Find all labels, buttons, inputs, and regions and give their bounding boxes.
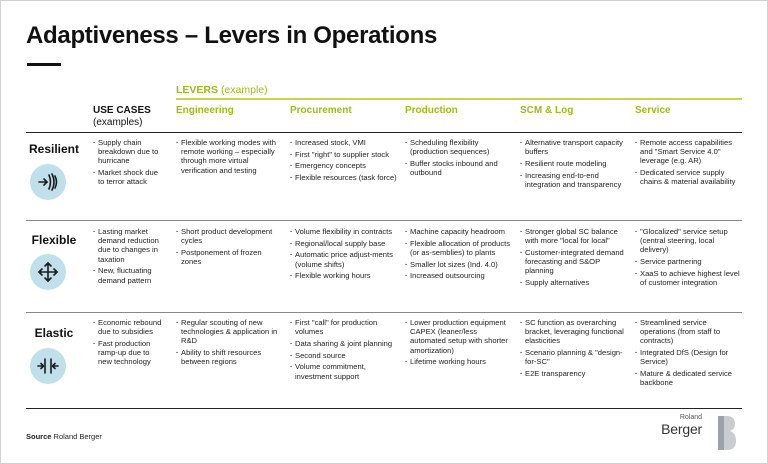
bullet-item: · Scenario planning & "design-for-SC" [520, 348, 627, 366]
bullet-list [405, 138, 512, 177]
bullet-item: · Lasting market demand reduction due to changes in taxation [93, 227, 165, 264]
bullet-item: · Flexible resources (task force) [290, 173, 397, 182]
cell-elastic-service [635, 318, 743, 390]
logo-text-main: Berger [661, 421, 702, 437]
compress-arrows-icon [30, 348, 66, 384]
bullet-item: · Second source [290, 351, 397, 360]
bullet-item: · Lifetime working hours [405, 357, 512, 366]
bullet-list [176, 318, 282, 367]
bullet-item: · Buffer stocks inbound and outbound [405, 159, 512, 177]
bullet-item: · Increased stock, VMI [290, 138, 397, 147]
levers-label-text: LEVERS [176, 84, 219, 96]
bullet-item: · Emergency concepts [290, 161, 397, 170]
bullet-item: · Volume commitment, investment support [290, 362, 397, 380]
roland-berger-logo [646, 414, 738, 454]
cell-elastic-production [405, 318, 512, 369]
bullet-list [635, 138, 743, 187]
bullet-list [176, 227, 282, 266]
bullet-list [405, 227, 512, 281]
bullet-list [290, 318, 397, 381]
bullet-item: · Market shock due to terror attack [93, 168, 165, 186]
inward-arrows-icon [30, 164, 66, 200]
source-note [26, 432, 102, 441]
cell-elastic-scm-log [520, 318, 627, 381]
cell-flexible-procurement [290, 227, 397, 283]
bullet-item: · Machine capacity headroom [405, 227, 512, 236]
source-text: Roland Berger [53, 432, 102, 441]
bullet-list [176, 138, 282, 175]
use-cases-resilient [93, 138, 165, 189]
row-label-resilient: Resilient [28, 142, 79, 156]
bullet-item: · Dedicated service supply chains & material availability [635, 168, 743, 186]
levers-label-example: (example) [220, 84, 268, 96]
bullet-list [93, 227, 165, 285]
use-cases-header-label: USE CASES [93, 105, 151, 116]
bullet-item: · Increased outsourcing [405, 271, 512, 280]
bullet-item: · Stronger global SC balance with more "local for local" [520, 227, 627, 245]
row-label-elastic: Elastic [34, 326, 74, 340]
use-cases-header [93, 105, 151, 129]
bullet-item: · Fast production ramp-up due to new technology [93, 339, 165, 367]
bullet-list [520, 138, 627, 189]
bullet-item: · Volume flexibility in contracts [290, 227, 397, 236]
bullet-item: · Regular scouting of new technologies & application in R&D [176, 318, 282, 346]
row-label-flexible: Flexible [31, 233, 77, 247]
column-header-scm-log: SCM & Log [520, 105, 574, 116]
bullet-item: · First "right" to supplier stock [290, 150, 397, 159]
column-header-procurement: Procurement [290, 105, 352, 116]
source-label: Source [26, 432, 52, 441]
cell-elastic-procurement [290, 318, 397, 383]
cell-flexible-scm-log [520, 227, 627, 290]
bullet-list [290, 138, 397, 182]
row-divider [26, 220, 742, 221]
bullet-item: · Flexible working hours [290, 271, 397, 280]
cell-flexible-engineering [176, 227, 282, 269]
bullet-item: · Regional/local supply base [290, 239, 397, 248]
bullet-item: · Alternative transport capacity buffers [520, 138, 627, 156]
table-top-rule [26, 132, 742, 133]
column-header-engineering: Engineering [176, 105, 234, 116]
cell-resilient-service [635, 138, 743, 189]
bullet-item: · Resilient route modeling [520, 159, 627, 168]
bullet-item: · Service partnering [635, 257, 743, 266]
bullet-item: · Ability to shift resources between regions [176, 348, 282, 366]
bullet-list [520, 227, 627, 287]
bullet-item: · "Glocalized" service setup (central steering, local delivery) [635, 227, 743, 255]
bullet-item: · Postponement of frozen zones [176, 248, 282, 266]
bullet-item: · Supply alternatives [520, 278, 627, 287]
levers-rule [176, 98, 742, 100]
bullet-list [635, 318, 743, 387]
use-cases-flexible [93, 227, 165, 287]
bullet-item: · New, fluctuating demand pattern [93, 266, 165, 284]
cell-resilient-scm-log [520, 138, 627, 192]
use-cases-elastic [93, 318, 165, 369]
logo-mark-icon [716, 414, 738, 452]
bullet-item: · Automatic price adjust-ments (volume shifts) [290, 250, 397, 268]
bullet-item: · Flexible working modes with remote working – especially through more virtual verification and testing [176, 138, 282, 175]
bullet-list [520, 318, 627, 378]
four-way-arrows-icon [30, 254, 66, 290]
bullet-list [93, 138, 165, 187]
bullet-item: · XaaS to achieve highest level of customer integration [635, 269, 743, 287]
bullet-item: · Lower production equipment CAPEX (leaner/less automated setup with shorter amortization) [405, 318, 512, 355]
bullet-item: · Customer-integrated demand forecasting and S&OP planning [520, 248, 627, 276]
bullet-item: · Mature & dedicated service backbone [635, 369, 743, 387]
bullet-item: · SC function as overarching bracket, leveraging functional elasticities [520, 318, 627, 346]
bullet-list [635, 227, 743, 287]
bullet-item: · Supply chain breakdown due to hurricane [93, 138, 165, 166]
bullet-item: · Integrated DfS (Design for Service) [635, 348, 743, 366]
cell-flexible-service [635, 227, 743, 290]
levers-label [176, 84, 268, 96]
cell-flexible-production [405, 227, 512, 283]
bullet-item: · Short product development cycles [176, 227, 282, 245]
bullet-item: · Remote access capabilities and "Smart Service 4.0" leverage (e.g. AR) [635, 138, 743, 166]
row-divider [26, 312, 742, 313]
column-header-service: Service [635, 105, 671, 116]
use-cases-header-sub: (examples) [93, 117, 143, 128]
column-header-production: Production [405, 105, 458, 116]
cell-resilient-production [405, 138, 512, 180]
bullet-list [290, 227, 397, 281]
bullet-list [405, 318, 512, 367]
logo-text-top: Roland [679, 414, 702, 421]
bullet-item: · Smaller lot sizes (Ind. 4.0) [405, 260, 512, 269]
bullet-item: · Streamlined service operations (from staff to contracts) [635, 318, 743, 346]
cell-elastic-engineering [176, 318, 282, 369]
bullet-item: · First "call" for production volumes [290, 318, 397, 336]
cell-resilient-procurement [290, 138, 397, 185]
table-bottom-rule [26, 408, 742, 409]
title-underline [27, 63, 61, 66]
bullet-item: · Data sharing & joint planning [290, 339, 397, 348]
bullet-list [93, 318, 165, 367]
page-title: Adaptiveness – Levers in Operations [26, 22, 437, 49]
bullet-item: · Economic rebound due to subsidies [93, 318, 165, 336]
bullet-item: · E2E transparency [520, 369, 627, 378]
bullet-item: · Increasing end-to-end integration and transparency [520, 171, 627, 189]
cell-resilient-engineering [176, 138, 282, 177]
bullet-item: · Flexible allocation of products (or as-semblies) to plants [405, 239, 512, 257]
bullet-item: · Scheduling flexibility (production sequences) [405, 138, 512, 156]
